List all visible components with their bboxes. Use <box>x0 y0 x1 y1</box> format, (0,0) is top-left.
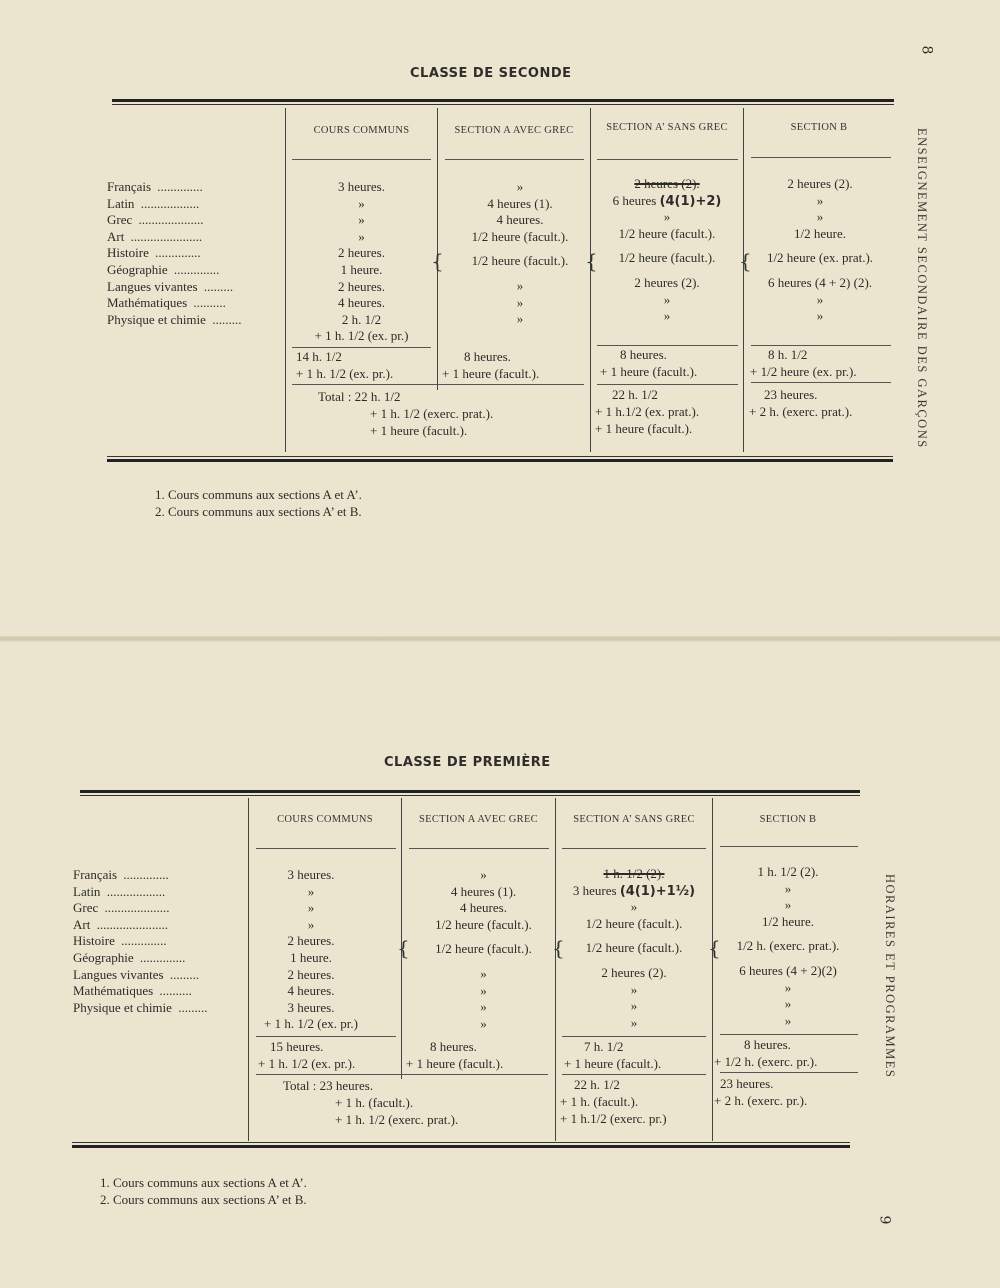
cell: 4 heures. <box>338 295 385 311</box>
header-rule <box>292 159 431 160</box>
cell: 2 heures. <box>287 933 335 949</box>
table-top-rule-thin <box>80 795 860 796</box>
cell: 1 heure. <box>340 261 383 277</box>
subtotal-section-b-extra: + 1/2 h. (exerc. pr.). <box>714 1054 818 1069</box>
cell: » <box>480 867 487 882</box>
cell: » <box>480 982 487 998</box>
header-rule <box>751 157 891 158</box>
header-rule <box>597 159 738 160</box>
cell: » <box>816 291 824 307</box>
subtotal-communs-extra: + 1 h. 1/2 (ex. pr.). <box>258 1056 356 1071</box>
cell: 4 heures. <box>287 983 335 999</box>
cell: 4 heures (1). <box>487 195 553 211</box>
cell: 1/2 heure (facult.). <box>618 250 716 266</box>
column-section-a <box>412 867 555 1032</box>
cell: » <box>516 294 524 310</box>
total-rule <box>256 1074 548 1075</box>
cell: 2 heures (2). <box>634 176 700 191</box>
cell: » <box>630 981 638 997</box>
subtotal-rule <box>597 345 738 346</box>
cell: » <box>784 897 792 913</box>
cell: 1 h. 1/2 (2). <box>757 864 819 879</box>
column-section-b <box>713 864 863 1029</box>
cell: 6 heures (4(1)+2) <box>612 192 722 209</box>
cell: 1/2 h. (exerc. prat.). <box>736 938 840 954</box>
cell: 2 heures. <box>287 966 335 982</box>
subject-label: Français .............. <box>107 179 203 194</box>
table-top-rule <box>80 790 860 793</box>
cell: » <box>816 192 824 208</box>
total-sections-a: Total : 23 heures. <box>283 1078 374 1093</box>
page-number: 9 <box>876 1215 893 1225</box>
subject-label: Géographie .............. <box>107 261 220 277</box>
header-cours-communs: COURS COMMUNS <box>313 125 410 136</box>
total-rule <box>597 384 738 385</box>
total-rule <box>720 1072 858 1073</box>
subject-list <box>73 867 245 1016</box>
table-bottom-rule <box>72 1145 850 1148</box>
header-section-a-prime: SECTION A’ SANS GREC <box>573 814 695 825</box>
cell: » <box>663 291 671 307</box>
cell: 2 heures. <box>338 278 385 294</box>
subtotal-rule <box>720 1034 858 1035</box>
total-sections-a-extra: + 1 h. 1/2 (exerc. prat.). <box>335 1112 459 1127</box>
subject-label: Physique et chimie ......... <box>73 999 208 1015</box>
cell: 3 heures. <box>287 867 335 882</box>
subject-label: Grec .................... <box>107 212 204 228</box>
column-section-a-prime <box>556 866 712 1031</box>
cell: 1 h. 1/2 (2). <box>603 866 665 881</box>
cell: » <box>516 277 524 293</box>
running-head: HORAIRES ET PROGRAMMES <box>883 874 897 1079</box>
total-section-b: 23 heures. <box>764 387 818 402</box>
header-section-b: SECTION B <box>759 814 817 825</box>
brace: { <box>431 249 444 273</box>
cell: 4 heures. <box>460 900 507 916</box>
cell: 1 heure. <box>290 949 332 965</box>
column-cours-communs <box>286 179 437 345</box>
brace: { <box>739 249 752 273</box>
cell: » <box>630 998 638 1014</box>
brace: { <box>552 936 565 960</box>
page-premiere <box>0 642 1000 1288</box>
cell: » <box>784 996 792 1012</box>
table-bottom-rule <box>107 459 893 462</box>
brace: { <box>397 936 410 960</box>
total-rule <box>751 382 891 383</box>
cell: » <box>358 212 365 228</box>
header-rule <box>562 848 706 849</box>
cell: » <box>358 195 365 211</box>
subtotal-section-a-prime: 8 heures. <box>620 347 667 362</box>
subtotal-rule <box>562 1036 706 1037</box>
table-bottom-rule-thin <box>72 1142 850 1143</box>
cell: 2 h. 1/2 <box>341 311 382 327</box>
subject-label: Latin .................. <box>107 195 200 211</box>
total-sections-a-extra: + 1 h. 1/2 (exerc. prat.). <box>370 406 494 421</box>
cell: 2 heures (2). <box>601 964 667 980</box>
footnote: 2. Cours communs aux sections A’ et B. <box>155 504 362 519</box>
footnote: 1. Cours communs aux sections A et A’. <box>100 1175 307 1190</box>
total-section-a-prime: 22 h. 1/2 <box>574 1077 620 1092</box>
cell: 1/2 heure. <box>762 913 814 929</box>
table-top-rule <box>112 99 894 102</box>
cell: 1/2 heure (facult.). <box>618 225 716 241</box>
total-rule <box>292 384 584 385</box>
cell: 1/2 heure (facult.). <box>585 940 683 956</box>
cell: » <box>663 308 671 324</box>
subtotal-section-b: 8 h. 1/2 <box>768 347 808 362</box>
header-rule <box>409 848 549 849</box>
cell: + 1 h. 1/2 (ex. pr.) <box>264 1016 358 1032</box>
page-seconde <box>0 0 1000 636</box>
subject-label: Langues vivantes ......... <box>73 966 200 982</box>
total-section-a-prime: 22 h. 1/2 <box>612 387 658 402</box>
column-cours-communs <box>249 867 373 1033</box>
subtotal-section-a-prime: 7 h. 1/2 <box>584 1039 624 1054</box>
cell: 6 heures (4 + 2) (2). <box>767 274 873 290</box>
brace: { <box>585 249 598 273</box>
header-section-a: SECTION A AVEC GREC <box>454 125 574 136</box>
page-title: CLASSE DE SECONDE <box>410 66 572 81</box>
cell: » <box>516 311 524 327</box>
cell: » <box>516 179 524 194</box>
subtotal-section-a-prime-extra: + 1 heure (facult.). <box>564 1056 662 1071</box>
cell: 1/2 heure (facult.). <box>435 916 532 932</box>
footnote: 2. Cours communs aux sections A’ et B. <box>100 1192 307 1207</box>
subject-label: Géographie .............. <box>73 949 186 965</box>
cell: 2 heures. <box>338 245 385 261</box>
cell: 1/2 heure (facult.). <box>585 915 683 931</box>
subtotal-section-a-extra: + 1 heure (facult.). <box>442 366 540 381</box>
column-section-a-prime <box>591 176 743 325</box>
cell: 1/2 heure (facult.). <box>435 941 532 957</box>
cell: » <box>307 883 315 899</box>
subject-label: Grec .................... <box>73 900 170 916</box>
header-rule <box>445 159 584 160</box>
header-rule <box>720 846 858 847</box>
total-rule <box>562 1074 706 1075</box>
subject-label: Histoire .............. <box>107 245 201 261</box>
subject-label: Langues vivantes ......... <box>107 278 234 294</box>
cell: » <box>816 308 824 324</box>
cell: » <box>307 916 315 932</box>
subject-list <box>107 179 282 328</box>
subject-label: Art ...................... <box>107 228 203 244</box>
cell: » <box>307 900 315 916</box>
subject-label: Latin .................. <box>73 883 166 899</box>
cell: » <box>480 965 487 981</box>
column-section-b <box>744 176 896 325</box>
cell: » <box>630 899 638 915</box>
header-section-a: SECTION A AVEC GREC <box>419 814 538 825</box>
total-section-a-prime-extra: + 1 h.1/2 (exerc. pr.) <box>560 1111 667 1126</box>
header-cours-communs: COURS COMMUNS <box>277 814 373 825</box>
footnote: 1. Cours communs aux sections A et A’. <box>155 487 362 502</box>
header-section-a-prime: SECTION A’ SANS GREC <box>606 122 728 133</box>
cell: 4 heures. <box>496 212 544 228</box>
subtotal-section-b: 8 heures. <box>744 1037 791 1052</box>
cell: 2 heures (2). <box>634 274 700 290</box>
cell: » <box>480 1015 487 1031</box>
cell: » <box>784 979 792 995</box>
cell: » <box>784 880 792 896</box>
page-title: CLASSE DE PREMIÈRE <box>384 755 551 770</box>
subtotal-section-a: 8 heures. <box>430 1039 477 1054</box>
page-number: 8 <box>918 45 935 55</box>
table-bottom-rule-thin <box>107 456 893 457</box>
cell: 3 heures. <box>338 179 385 194</box>
cell: 4 heures (1). <box>450 883 517 899</box>
subtotal-section-a-extra: + 1 heure (facult.). <box>406 1056 504 1071</box>
table-top-rule-thin <box>112 104 894 105</box>
subject-label: Mathématiques .......... <box>107 295 226 311</box>
cell: + 1 h. 1/2 (ex. pr.) <box>314 328 409 344</box>
brace: { <box>708 936 721 960</box>
header-section-b: SECTION B <box>790 122 848 133</box>
cell: » <box>480 999 487 1015</box>
subject-label: Français .............. <box>73 867 169 882</box>
running-head: ENSEIGNEMENT SECONDAIRE DES GARÇONS <box>915 128 929 449</box>
total-section-b: 23 heures. <box>720 1076 774 1091</box>
header-rule <box>256 848 396 849</box>
total-sections-a-facult: + 1 heure (facult.). <box>370 423 468 438</box>
subtotal-section-a-prime-extra: + 1 heure (facult.). <box>600 364 698 379</box>
cell: 1/2 heure (ex. prat.). <box>766 250 874 266</box>
total-section-a-prime-extra: + 1 h.1/2 (ex. prat.). <box>595 404 700 419</box>
subtotal-section-a: 8 heures. <box>464 349 511 364</box>
cell: » <box>630 1014 638 1030</box>
subtotal-section-b-extra: + 1/2 heure (ex. pr.). <box>750 364 857 379</box>
cell: 3 heures. <box>287 999 335 1015</box>
subtotal-communs-extra: + 1 h. 1/2 (ex. pr.). <box>296 366 394 381</box>
cell: » <box>816 209 824 225</box>
subject-label: Physique et chimie ......... <box>107 311 242 327</box>
column-section-a <box>450 179 590 328</box>
total-section-a-prime-facult: + 1 h. (facult.). <box>560 1094 639 1109</box>
cell: 2 heures (2). <box>787 176 853 191</box>
subtotal-communs: 14 h. 1/2 <box>296 349 342 364</box>
cell: » <box>663 209 671 225</box>
total-sections-a: Total : 22 h. 1/2 <box>318 389 401 404</box>
subtotal-rule <box>256 1036 396 1037</box>
subject-label: Art ...................... <box>73 916 169 932</box>
total-section-b-extra: + 2 h. (exerc. pr.). <box>714 1093 808 1108</box>
cell: 6 heures (4 + 2)(2) <box>739 962 837 978</box>
cell: 1/2 heure. <box>794 225 846 241</box>
cell: » <box>358 228 365 244</box>
cell: » <box>784 1012 792 1028</box>
subject-label: Mathématiques .......... <box>73 983 192 999</box>
subtotal-communs: 15 heures. <box>270 1039 324 1054</box>
total-section-a-prime-facult: + 1 heure (facult.). <box>595 421 693 436</box>
total-section-b-extra: + 2 h. (exerc. prat.). <box>749 404 853 419</box>
total-sections-a-facult: + 1 h. (facult.). <box>335 1095 414 1110</box>
cell: 1/2 heure (facult.). <box>471 253 569 269</box>
cell: 1/2 heure (facult.). <box>471 228 569 244</box>
cell: 3 heures (4(1)+1½) <box>572 882 696 899</box>
subject-label: Histoire .............. <box>73 933 167 949</box>
